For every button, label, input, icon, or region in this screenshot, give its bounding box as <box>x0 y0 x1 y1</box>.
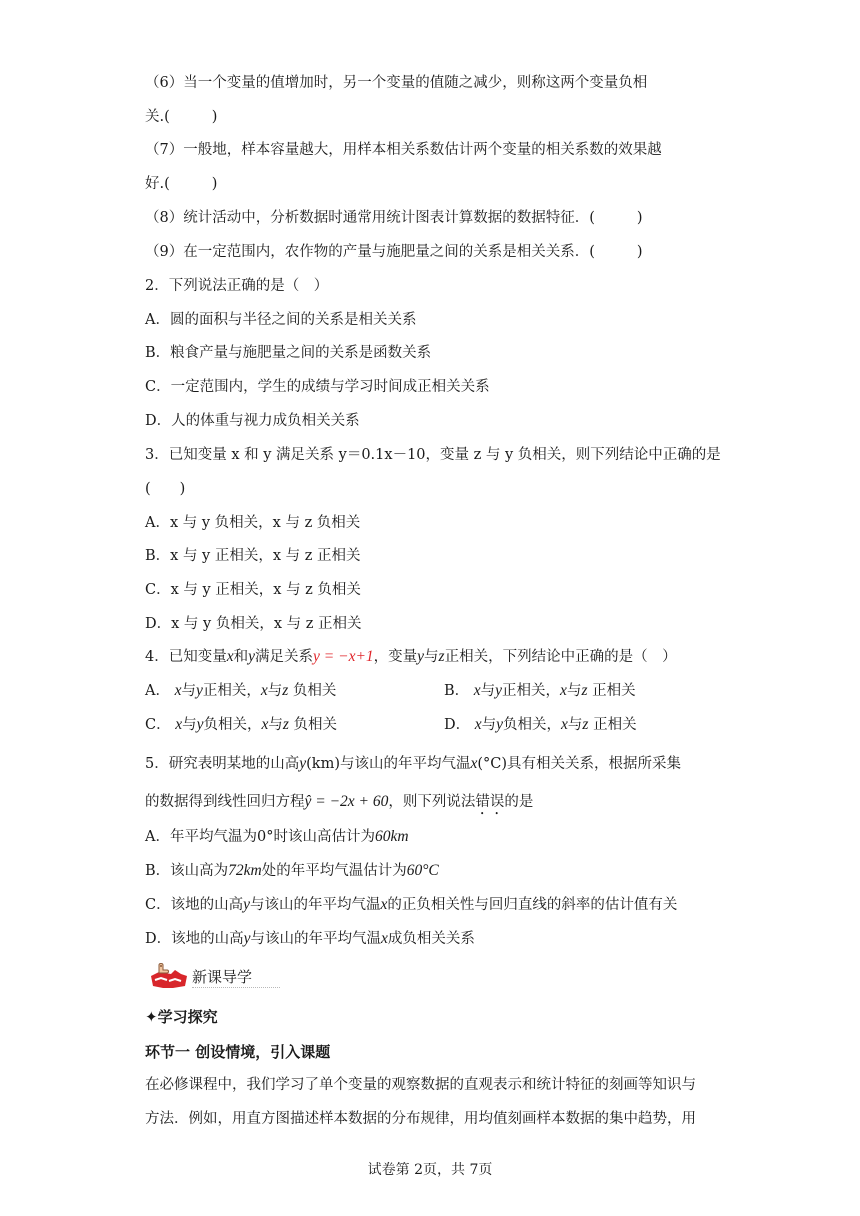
q1-item6-text: 关.( <box>145 109 170 125</box>
banner-divider <box>192 987 280 988</box>
q3-option-c: C．x 与 y 正相关，x 与 z 负相关 <box>145 582 361 598</box>
answer-paren: ) <box>211 109 218 125</box>
q5-option-a: A．年平均气温为0°时该山高估计为60km <box>145 828 409 845</box>
stage-heading: 环节一 创设情境，引入课题 <box>145 1043 331 1061</box>
q5-option-d: D．该地的山高y与该山的年平均气温x成负相关关系 <box>145 930 475 947</box>
regression-equation: ŷ = −2x + 60 <box>304 793 389 810</box>
answer-paren: ) <box>211 176 218 192</box>
thumbs-up-icon <box>145 962 193 994</box>
q3-option-d: D．x 与 y 负相关，x 与 z 正相关 <box>145 616 362 632</box>
q3-option-a: A．x 与 y 负相关，x 与 z 负相关 <box>145 515 361 531</box>
q4-option-c: C． x与y负相关，x与z 负相关 <box>145 716 338 733</box>
page-footer: 试卷第 2页，共 7页 <box>367 1162 493 1178</box>
answer-paren: ) <box>636 244 643 260</box>
q1-item8-text: （8）统计活动中，分析数据时通常用统计图表计算数据的数据特征．( <box>145 210 595 226</box>
intro-paragraph-line1: 在必修课程中，我们学习了单个变量的观察数据的直观表示和统计特征的刻画等知识与 <box>145 1077 696 1093</box>
q1-item8 <box>145 208 643 228</box>
q1-item9-text: （9）在一定范围内，农作物的产量与施肥量之间的关系是相关关系．( <box>145 244 595 260</box>
q2-option-d: D．人的体重与视力成负相关关系 <box>145 413 360 429</box>
emphasis-word: 错误 <box>475 794 505 810</box>
q5-option-b: B．该山高为72km处的年平均气温估计为60°C <box>145 862 439 879</box>
intro-paragraph-line2: 方法．例如，用直方图描述样本数据的分布规律，用均值刻画样本数据的集中趋势，用 <box>145 1111 696 1127</box>
q1-item7-line2 <box>145 174 217 194</box>
q1-item7-line1: （7）一般地，样本容量越大，用样本相关系数估计两个变量的相关系数的效果越 <box>145 142 662 158</box>
q2-stem: 2．下列说法正确的是（ ） <box>145 278 329 294</box>
q2-option-b: B．粮食产量与施肥量之间的关系是函数关系 <box>145 345 432 361</box>
q4-option-d: D． x与y负相关，x与z 正相关 <box>444 716 637 733</box>
q3-option-b: B．x 与 y 正相关，x 与 z 正相关 <box>145 548 361 564</box>
q4-option-a: A． x与y正相关，x与z 负相关 <box>145 682 337 699</box>
q5-option-c: C．该地的山高y与该山的年平均气温x的正负相关性与回归直线的斜率的估计值有关 <box>145 896 678 913</box>
q3-stem: 3．已知变量 x 和 y 满足关系 y＝0.1x－10，变量 z 与 y 负相关，则下列结论中正确的是 <box>145 447 721 463</box>
q5-stem-line1: 5．研究表明某地的山高y(km)与该山的年平均气温x(°C)具有相关关系，根据所采集 <box>145 755 682 772</box>
q1-item9 <box>145 242 643 262</box>
q1-item6-line1: （6）当一个变量的值增加时，另一个变量的值随之减少，则称这两个变量负相 <box>145 75 648 91</box>
q3-paren: ( ) <box>145 481 186 497</box>
q1-item7-text: 好.( <box>145 176 170 192</box>
banner-title: 新课导学 <box>192 968 253 986</box>
answer-paren: ) <box>636 210 643 226</box>
q2-option-a: A．圆的面积与半径之间的关系是相关关系 <box>145 312 417 328</box>
learning-heading: ✦学习探究 <box>145 1008 218 1026</box>
q4-option-b: B． x与y正相关，x与z 正相关 <box>444 682 636 699</box>
q2-option-c: C．一定范围内，学生的成绩与学习时间成正相关关系 <box>145 379 490 395</box>
q4-stem: 4．已知变量x和y满足关系y = −x+1，变量y与z正相关，下列结论中正确的是（ ） <box>145 648 677 665</box>
q1-item6-line2 <box>145 107 217 127</box>
q4-formula: y = −x+1 <box>313 648 374 665</box>
q5-stem-line2: 的数据得到线性回归方程ŷ = −2x + 60，则下列说法错误的是 <box>145 793 534 810</box>
